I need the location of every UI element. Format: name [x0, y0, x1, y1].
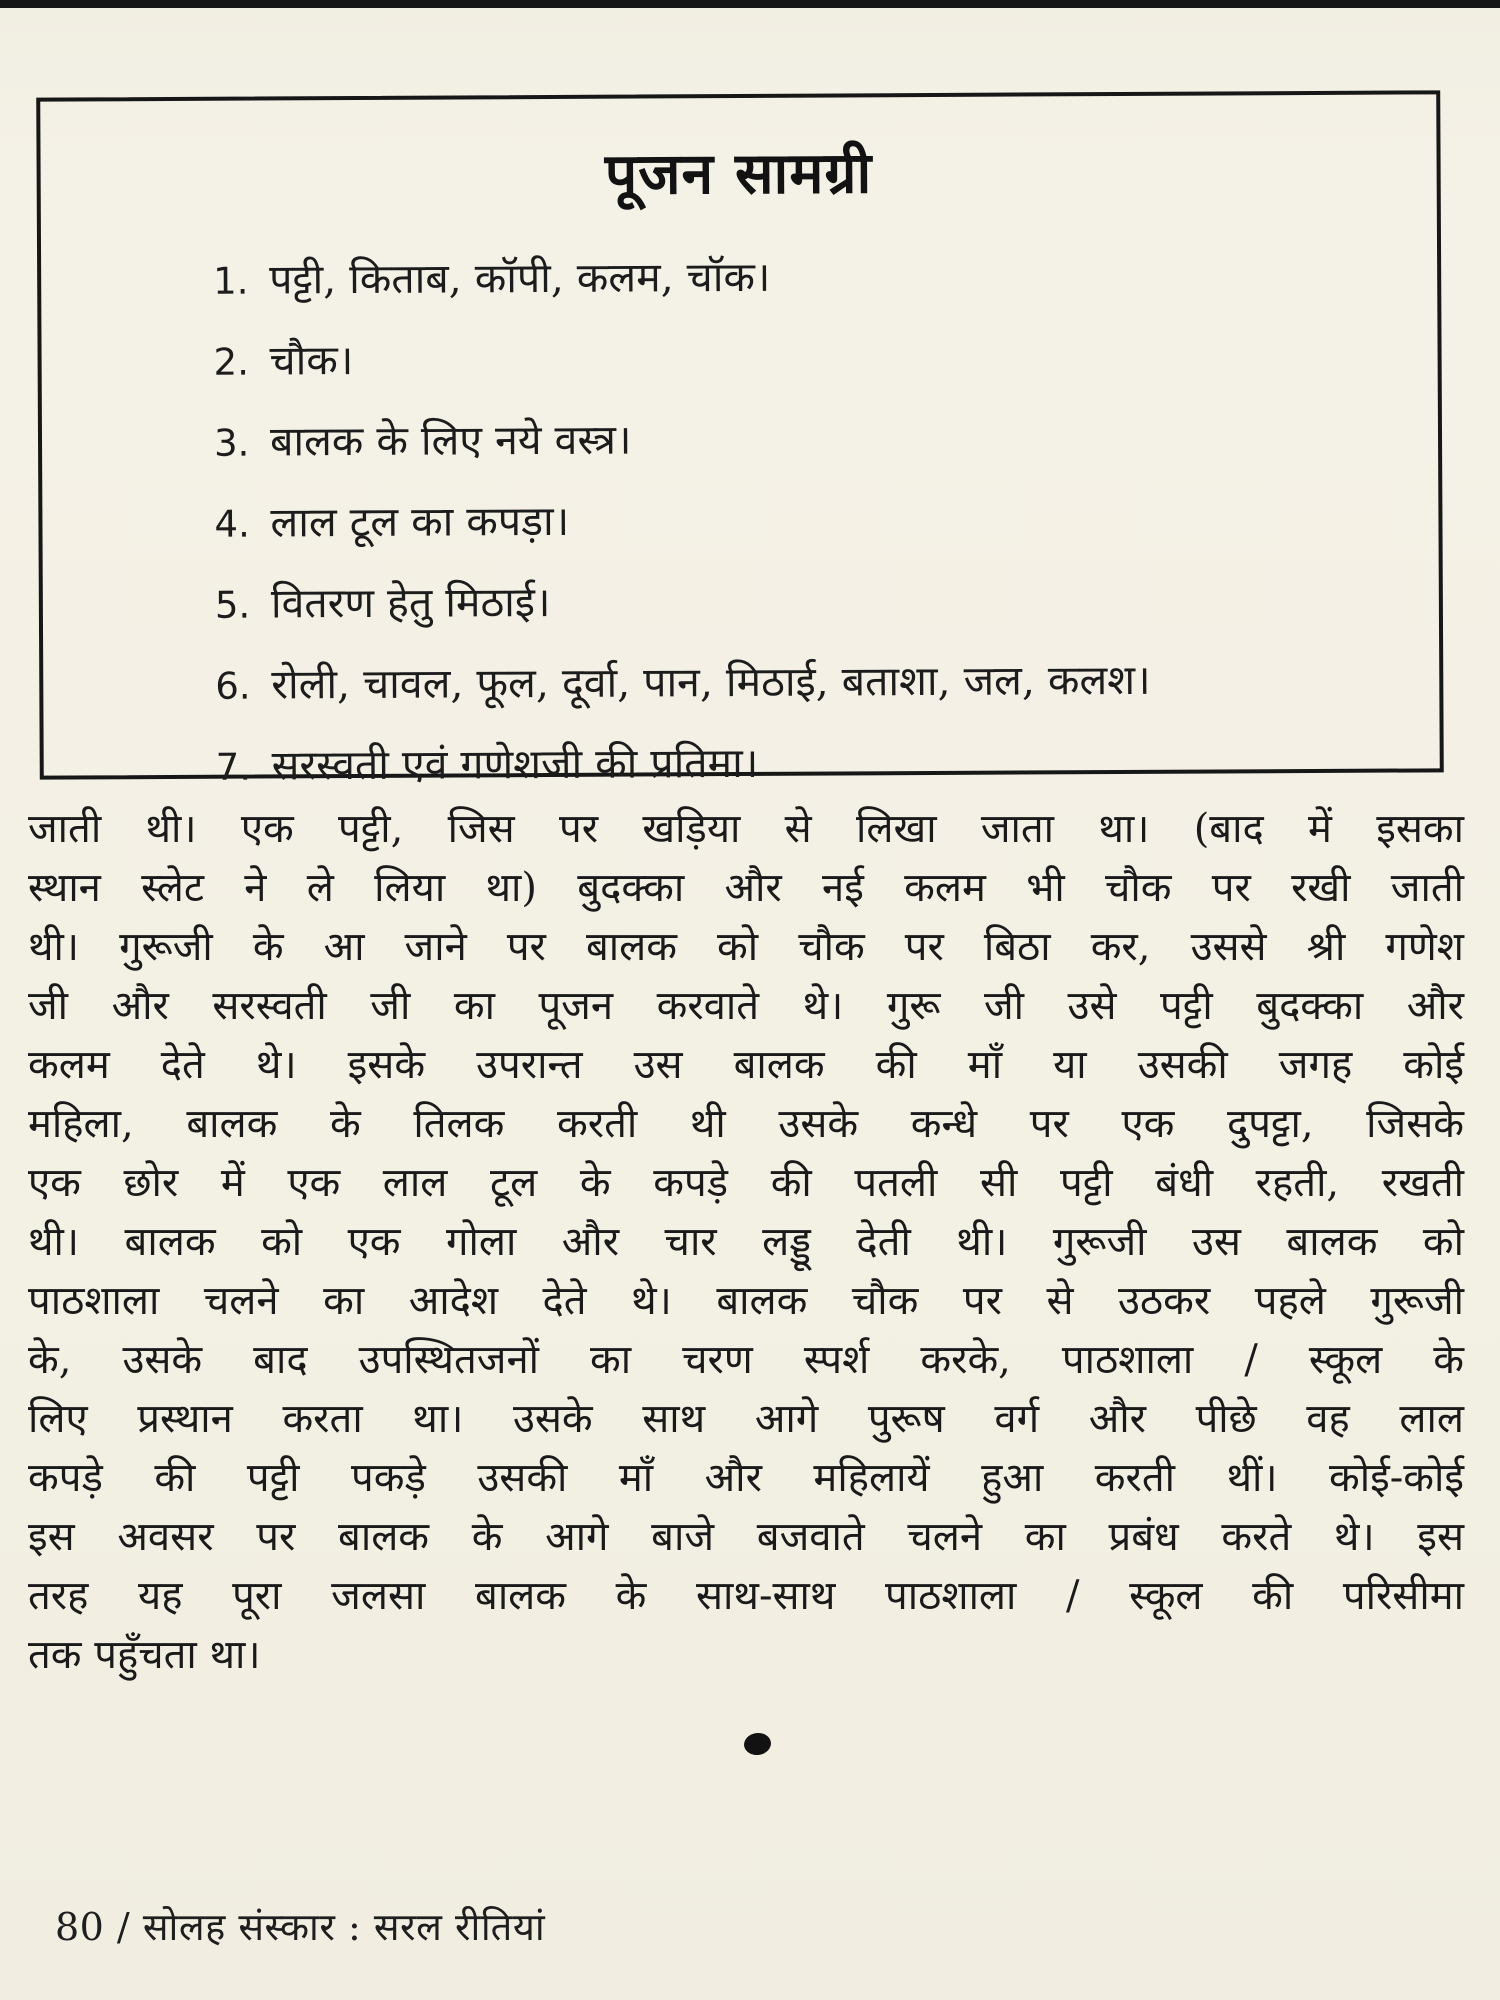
pujan-samagri-box: [36, 90, 1444, 790]
body-line: थी। बालक को एक गोला और चार लड्डू देती थी। गुरूजी उस बालक को: [28, 1219, 1464, 1265]
body-line: थी। गुरूजी के आ जाने पर बालक को चौक पर बिठा कर, उससे श्री गणेश: [28, 924, 1464, 970]
body-line: कपड़े की पट्टी पकड़े उसकी माँ और महिलायें हुआ करती थीं। कोई-कोई: [28, 1455, 1464, 1501]
item-number: 1.: [213, 259, 249, 303]
body-line: महिला, बालक के तिलक करती थी उसके कन्धे पर एक दुपट्टा, जिसके: [28, 1101, 1464, 1147]
item-text: चौक।: [269, 336, 354, 385]
list-item: [214, 412, 1422, 466]
list-item: [215, 574, 1423, 628]
item-number: 6.: [215, 664, 251, 708]
materials-list: [41, 250, 1440, 791]
item-text: वितरण हेतु मिठाई।: [270, 577, 551, 628]
item-text: सरस्वती एवं गणेशजी की प्रतिमा।: [271, 738, 759, 790]
body-line: लिए प्रस्थान करता था। उसके साथ आगे पुरूष वर्ग और पीछे वह लाल: [28, 1396, 1464, 1442]
body-line: तक पहुँचता था।: [28, 1632, 261, 1678]
box-title: पूजन सामग्री: [604, 139, 873, 208]
item-number: 5.: [214, 583, 251, 627]
list-item: [213, 331, 1421, 385]
item-number: 7.: [215, 745, 252, 789]
list-item: [213, 250, 1421, 304]
body-line: स्थान स्लेट ने ले लिया था) बुदक्का और नई कलम भी चौक पर रखी जाती: [28, 865, 1464, 911]
body-line: इस अवसर पर बालक के आगे बाजे बजवाते चलने का प्रबंध करते थे। इस: [28, 1514, 1464, 1560]
item-number: 2.: [213, 340, 250, 384]
body-line: के, उसके बाद उपस्थितजनों का चरण स्पर्श करके, पाठशाला / स्कूल के: [28, 1337, 1464, 1383]
item-text: रोली, चावल, फूल, दूर्वा, पान, मिठाई, बताशा, जल, कलश।: [271, 655, 1151, 709]
page-top-scan-edge: [0, 0, 1500, 8]
body-line: एक छोर में एक लाल टूल के कपड़े की पतली सी पट्टी बंधी रहती, रखती: [28, 1160, 1464, 1206]
item-number: 4.: [214, 502, 250, 546]
item-text: बालक के लिए नये वस्त्र।: [269, 415, 632, 466]
footer-page-info: 80 / सोलह संस्कार : सरल रीतियां: [55, 1905, 546, 1949]
body-line: तरह यह पूरा जलसा बालक के साथ-साथ पाठशाला / स्कूल की परिसीमा: [28, 1573, 1464, 1619]
list-item: [215, 655, 1423, 709]
body-line: जी और सरस्वती जी का पूजन करवाते थे। गुरू जी उसे पट्टी बुदक्का और: [28, 983, 1464, 1029]
list-item: [216, 736, 1424, 790]
body-line: कलम देते थे। इसके उपरान्त उस बालक की माँ या उसकी जगह कोई: [28, 1042, 1464, 1088]
item-number: 3.: [213, 421, 250, 465]
body-paragraph: [28, 800, 1464, 1685]
section-end-bullet: [743, 1731, 773, 1757]
item-text: पट्टी, किताब, कॉपी, कलम, चॉक।: [269, 252, 771, 304]
item-text: लाल टूल का कपड़ा।: [270, 496, 570, 547]
body-line: पाठशाला चलने का आदेश देते थे। बालक चौक पर से उठकर पहले गुरूजी: [28, 1278, 1464, 1324]
body-line: जाती थी। एक पट्टी, जिस पर खड़िया से लिखा जाता था। (बाद में इसका: [28, 806, 1464, 852]
list-item: [214, 493, 1422, 547]
